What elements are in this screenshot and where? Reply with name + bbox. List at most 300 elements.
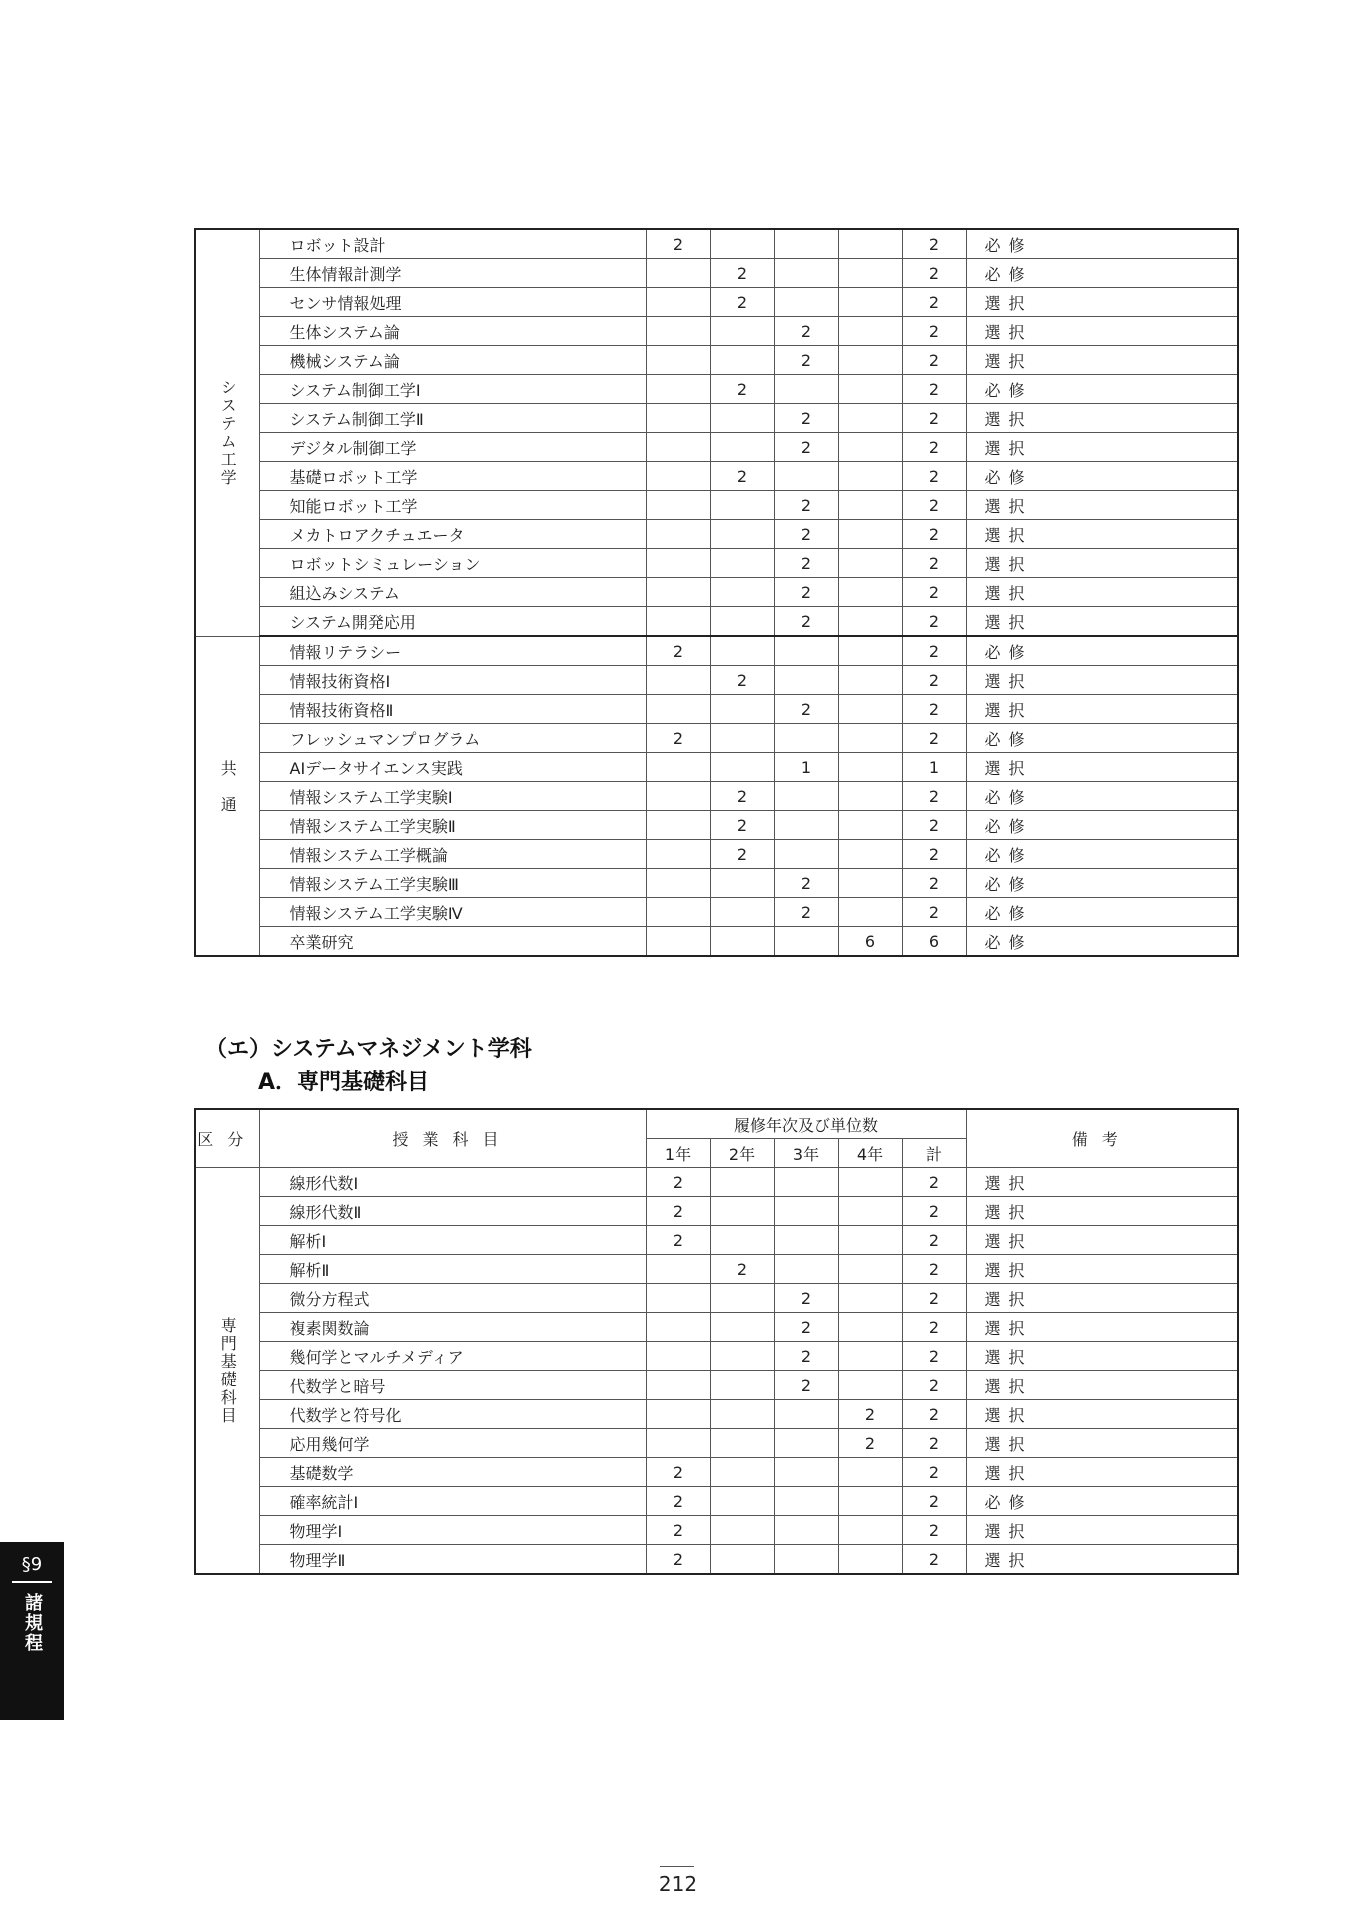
year-1-cell: 2 — [646, 1458, 710, 1487]
table-row — [195, 259, 1238, 288]
year-2-cell — [710, 1284, 774, 1313]
table-row — [195, 927, 1238, 957]
year-2-cell — [710, 520, 774, 549]
table-row — [195, 433, 1238, 462]
header-category: 区分 — [195, 1109, 259, 1168]
total-cell: 2 — [902, 346, 966, 375]
year-2-cell: 2 — [710, 1255, 774, 1284]
total-cell: 2 — [902, 491, 966, 520]
year-4-cell: 2 — [838, 1429, 902, 1458]
total-cell: 2 — [902, 433, 966, 462]
year-1-cell: 2 — [646, 636, 710, 666]
note-cell: 必修 — [966, 869, 1238, 898]
year-1-cell — [646, 840, 710, 869]
year-4-cell — [838, 578, 902, 607]
year-1-cell — [646, 578, 710, 607]
year-4-cell — [838, 898, 902, 927]
year-2-cell — [710, 1429, 774, 1458]
year-1-cell — [646, 1429, 710, 1458]
subject-cell: デジタル制御工学 — [259, 433, 646, 462]
year-2-cell — [710, 1516, 774, 1545]
note-cell: 選択 — [966, 1168, 1238, 1197]
year-4-cell — [838, 1487, 902, 1516]
year-1-cell — [646, 782, 710, 811]
note-cell: 選択 — [966, 433, 1238, 462]
year-3-cell — [774, 724, 838, 753]
year-2-cell — [710, 1545, 774, 1575]
year-2-cell — [710, 724, 774, 753]
year-3-cell: 2 — [774, 1313, 838, 1342]
year-3-cell: 2 — [774, 317, 838, 346]
total-cell: 2 — [902, 695, 966, 724]
total-cell: 2 — [902, 1516, 966, 1545]
year-4-cell — [838, 1545, 902, 1575]
total-cell: 2 — [902, 1255, 966, 1284]
total-cell: 2 — [902, 811, 966, 840]
year-3-cell: 2 — [774, 607, 838, 637]
year-1-cell — [646, 433, 710, 462]
year-4-cell — [838, 1168, 902, 1197]
year-4-cell — [838, 1458, 902, 1487]
note-cell: 必修 — [966, 375, 1238, 404]
note-cell: 必修 — [966, 927, 1238, 957]
year-1-cell — [646, 666, 710, 695]
subject-cell: 解析Ⅰ — [259, 1226, 646, 1255]
page-number: 212 — [658, 1872, 698, 1896]
note-cell: 選択 — [966, 288, 1238, 317]
year-2-cell — [710, 549, 774, 578]
total-cell: 2 — [902, 724, 966, 753]
table-row — [195, 491, 1238, 520]
note-cell: 必修 — [966, 1487, 1238, 1516]
year-1-cell: 2 — [646, 1168, 710, 1197]
year-4-cell — [838, 840, 902, 869]
note-cell: 選択 — [966, 578, 1238, 607]
subject-cell: 情報システム工学実験Ⅱ — [259, 811, 646, 840]
subject-cell: 代数学と符号化 — [259, 1400, 646, 1429]
table-row — [195, 1516, 1238, 1545]
total-cell: 2 — [902, 1197, 966, 1226]
total-cell: 2 — [902, 1371, 966, 1400]
subject-cell: メカトロアクチュエータ — [259, 520, 646, 549]
table-row — [195, 1313, 1238, 1342]
year-2-cell — [710, 317, 774, 346]
year-4-cell: 2 — [838, 1400, 902, 1429]
subject-cell: 情報システム工学実験Ⅲ — [259, 869, 646, 898]
year-2-cell — [710, 695, 774, 724]
note-cell: 選択 — [966, 753, 1238, 782]
year-3-cell: 2 — [774, 898, 838, 927]
year-2-cell: 2 — [710, 840, 774, 869]
year-3-cell: 2 — [774, 404, 838, 433]
total-cell: 2 — [902, 607, 966, 637]
table-row — [195, 1371, 1238, 1400]
year-4-cell — [838, 462, 902, 491]
total-cell: 1 — [902, 753, 966, 782]
table1-body — [195, 229, 1238, 956]
year-1-cell — [646, 927, 710, 957]
year-3-cell — [774, 1487, 838, 1516]
subject-cell: ロボット設計 — [259, 229, 646, 259]
note-cell: 選択 — [966, 666, 1238, 695]
total-cell: 2 — [902, 1226, 966, 1255]
subject-cell: 微分方程式 — [259, 1284, 646, 1313]
table-row — [195, 520, 1238, 549]
year-4-cell — [838, 520, 902, 549]
note-cell: 必修 — [966, 636, 1238, 666]
subject-cell: 基礎ロボット工学 — [259, 462, 646, 491]
year-2-cell — [710, 491, 774, 520]
side-tab — [0, 1542, 64, 1720]
table-row — [195, 1487, 1238, 1516]
subject-cell: 機械システム論 — [259, 346, 646, 375]
side-tab-section: §9 — [21, 1554, 43, 1575]
table-row — [195, 462, 1238, 491]
year-1-cell: 2 — [646, 1197, 710, 1226]
note-cell: 必修 — [966, 462, 1238, 491]
table-row — [195, 695, 1238, 724]
year-3-cell: 2 — [774, 1342, 838, 1371]
header-year-3: 3年 — [774, 1139, 838, 1168]
header-total: 計 — [902, 1139, 966, 1168]
table-row — [195, 1342, 1238, 1371]
note-cell: 選択 — [966, 1284, 1238, 1313]
year-4-cell — [838, 346, 902, 375]
year-3-cell: 2 — [774, 549, 838, 578]
year-1-cell — [646, 259, 710, 288]
year-3-cell — [774, 1255, 838, 1284]
table-row — [195, 753, 1238, 782]
year-1-cell — [646, 898, 710, 927]
year-3-cell — [774, 811, 838, 840]
subject-cell: 代数学と暗号 — [259, 1371, 646, 1400]
year-1-cell — [646, 1342, 710, 1371]
year-4-cell — [838, 1371, 902, 1400]
year-4-cell — [838, 1255, 902, 1284]
note-cell: 必修 — [966, 259, 1238, 288]
header-year-2: 2年 — [710, 1139, 774, 1168]
header-subject: 授業科目 — [259, 1109, 646, 1168]
table-row — [195, 869, 1238, 898]
note-cell: 選択 — [966, 1197, 1238, 1226]
subject-cell: 線形代数Ⅱ — [259, 1197, 646, 1226]
note-cell: 選択 — [966, 1255, 1238, 1284]
year-1-cell: 2 — [646, 1226, 710, 1255]
year-4-cell — [838, 288, 902, 317]
header-note: 備考 — [966, 1109, 1238, 1168]
year-3-cell — [774, 1168, 838, 1197]
side-tab-divider — [12, 1581, 52, 1583]
year-2-cell: 2 — [710, 666, 774, 695]
year-3-cell — [774, 1400, 838, 1429]
year-1-cell — [646, 1400, 710, 1429]
table-row — [195, 1197, 1238, 1226]
year-2-cell — [710, 898, 774, 927]
total-cell: 2 — [902, 288, 966, 317]
total-cell: 2 — [902, 1429, 966, 1458]
subject-cell: 情報システム工学実験Ⅰ — [259, 782, 646, 811]
category-cell: 専門基礎科目 — [195, 1168, 259, 1575]
year-4-cell — [838, 317, 902, 346]
year-2-cell — [710, 636, 774, 666]
table-row — [195, 1284, 1238, 1313]
note-cell: 選択 — [966, 1516, 1238, 1545]
year-3-cell — [774, 288, 838, 317]
total-cell: 2 — [902, 1284, 966, 1313]
year-3-cell: 2 — [774, 578, 838, 607]
year-2-cell — [710, 578, 774, 607]
year-3-cell — [774, 229, 838, 259]
table-row — [195, 1429, 1238, 1458]
note-cell: 選択 — [966, 1400, 1238, 1429]
year-4-cell — [838, 753, 902, 782]
year-3-cell: 2 — [774, 1371, 838, 1400]
table-row — [195, 578, 1238, 607]
year-4-cell — [838, 1226, 902, 1255]
year-1-cell — [646, 695, 710, 724]
total-cell: 2 — [902, 1313, 966, 1342]
subject-cell: 線形代数Ⅰ — [259, 1168, 646, 1197]
year-2-cell — [710, 927, 774, 957]
subject-cell: 応用幾何学 — [259, 1429, 646, 1458]
total-cell: 2 — [902, 1168, 966, 1197]
note-cell: 選択 — [966, 317, 1238, 346]
subject-cell: 情報技術資格Ⅱ — [259, 695, 646, 724]
page-number-rule — [660, 1866, 694, 1867]
year-1-cell — [646, 549, 710, 578]
subject-cell: 解析Ⅱ — [259, 1255, 646, 1284]
year-4-cell — [838, 259, 902, 288]
year-4-cell — [838, 375, 902, 404]
table-row — [195, 840, 1238, 869]
note-cell: 選択 — [966, 491, 1238, 520]
total-cell: 2 — [902, 375, 966, 404]
year-4-cell — [838, 491, 902, 520]
year-4-cell — [838, 811, 902, 840]
year-1-cell — [646, 375, 710, 404]
year-2-cell: 2 — [710, 288, 774, 317]
year-3-cell: 2 — [774, 520, 838, 549]
subject-cell: 情報システム工学実験Ⅳ — [259, 898, 646, 927]
year-2-cell — [710, 607, 774, 637]
note-cell: 選択 — [966, 1313, 1238, 1342]
note-cell: 必修 — [966, 811, 1238, 840]
year-4-cell — [838, 666, 902, 695]
year-3-cell: 2 — [774, 491, 838, 520]
year-4-cell — [838, 695, 902, 724]
note-cell: 必修 — [966, 840, 1238, 869]
table-row — [195, 1168, 1238, 1197]
year-3-cell — [774, 462, 838, 491]
total-cell: 6 — [902, 927, 966, 957]
year-3-cell: 2 — [774, 695, 838, 724]
subject-cell: 物理学Ⅱ — [259, 1545, 646, 1575]
year-2-cell: 2 — [710, 811, 774, 840]
note-cell: 選択 — [966, 404, 1238, 433]
year-2-cell — [710, 404, 774, 433]
year-2-cell — [710, 1226, 774, 1255]
year-2-cell: 2 — [710, 782, 774, 811]
subject-cell: 複素関数論 — [259, 1313, 646, 1342]
year-3-cell — [774, 1458, 838, 1487]
year-4-cell — [838, 1516, 902, 1545]
subject-cell: 情報リテラシー — [259, 636, 646, 666]
table-row — [195, 1226, 1238, 1255]
year-3-cell — [774, 636, 838, 666]
year-2-cell — [710, 229, 774, 259]
year-3-cell — [774, 782, 838, 811]
section-title: （エ）システムマネジメント学科 — [205, 1037, 532, 1062]
year-2-cell — [710, 869, 774, 898]
header-year-4: 4年 — [838, 1139, 902, 1168]
total-cell: 2 — [902, 317, 966, 346]
table-row — [195, 607, 1238, 637]
subject-cell: 生体情報計測学 — [259, 259, 646, 288]
section-subtitle: A．専門基礎科目 — [258, 1070, 430, 1095]
year-1-cell — [646, 491, 710, 520]
year-3-cell — [774, 259, 838, 288]
note-cell: 選択 — [966, 1458, 1238, 1487]
year-1-cell — [646, 1313, 710, 1342]
table-row — [195, 288, 1238, 317]
year-1-cell: 2 — [646, 1516, 710, 1545]
table2-header — [195, 1109, 1238, 1168]
year-3-cell — [774, 840, 838, 869]
year-3-cell — [774, 1516, 838, 1545]
year-1-cell — [646, 317, 710, 346]
table2-body — [195, 1168, 1238, 1575]
total-cell: 2 — [902, 636, 966, 666]
note-cell: 必修 — [966, 229, 1238, 259]
subject-cell: 幾何学とマルチメディア — [259, 1342, 646, 1371]
subject-cell: AIデータサイエンス実践 — [259, 753, 646, 782]
total-cell: 2 — [902, 259, 966, 288]
subject-cell: 卒業研究 — [259, 927, 646, 957]
total-cell: 2 — [902, 1342, 966, 1371]
total-cell: 2 — [902, 666, 966, 695]
year-1-cell — [646, 1255, 710, 1284]
subject-cell: 組込みシステム — [259, 578, 646, 607]
year-1-cell — [646, 462, 710, 491]
note-cell: 選択 — [966, 1371, 1238, 1400]
year-3-cell — [774, 1429, 838, 1458]
total-cell: 2 — [902, 782, 966, 811]
year-1-cell — [646, 346, 710, 375]
year-2-cell — [710, 1168, 774, 1197]
note-cell: 必修 — [966, 724, 1238, 753]
table-row — [195, 1400, 1238, 1429]
year-2-cell — [710, 433, 774, 462]
note-cell: 選択 — [966, 520, 1238, 549]
total-cell: 2 — [902, 1400, 966, 1429]
table-row — [195, 229, 1238, 259]
note-cell: 必修 — [966, 782, 1238, 811]
year-3-cell: 2 — [774, 433, 838, 462]
year-1-cell — [646, 753, 710, 782]
year-1-cell — [646, 288, 710, 317]
note-cell: 必修 — [966, 898, 1238, 927]
year-3-cell — [774, 1545, 838, 1575]
subject-cell: 生体システム論 — [259, 317, 646, 346]
year-4-cell — [838, 636, 902, 666]
year-2-cell: 2 — [710, 462, 774, 491]
total-cell: 2 — [902, 898, 966, 927]
year-2-cell — [710, 1400, 774, 1429]
year-1-cell: 2 — [646, 229, 710, 259]
table-row — [195, 375, 1238, 404]
header-credits: 履修年次及び単位数 — [646, 1109, 966, 1139]
year-2-cell — [710, 1342, 774, 1371]
year-2-cell — [710, 753, 774, 782]
total-cell: 2 — [902, 578, 966, 607]
year-4-cell — [838, 433, 902, 462]
table-row — [195, 782, 1238, 811]
year-3-cell — [774, 666, 838, 695]
subject-cell: 情報システム工学概論 — [259, 840, 646, 869]
year-2-cell — [710, 1371, 774, 1400]
total-cell: 2 — [902, 1545, 966, 1575]
curriculum-table-continued — [194, 228, 1239, 957]
year-2-cell — [710, 1313, 774, 1342]
year-3-cell: 2 — [774, 869, 838, 898]
year-3-cell — [774, 1197, 838, 1226]
total-cell: 2 — [902, 1487, 966, 1516]
total-cell: 2 — [902, 869, 966, 898]
total-cell: 2 — [902, 404, 966, 433]
subject-cell: システム制御工学Ⅱ — [259, 404, 646, 433]
year-1-cell — [646, 869, 710, 898]
subject-cell: 基礎数学 — [259, 1458, 646, 1487]
total-cell: 2 — [902, 462, 966, 491]
table-row — [195, 1255, 1238, 1284]
table-row — [195, 666, 1238, 695]
header-year-1: 1年 — [646, 1139, 710, 1168]
year-3-cell — [774, 1226, 838, 1255]
year-3-cell: 1 — [774, 753, 838, 782]
total-cell: 2 — [902, 520, 966, 549]
year-1-cell — [646, 520, 710, 549]
note-cell: 選択 — [966, 1226, 1238, 1255]
year-4-cell — [838, 549, 902, 578]
year-4-cell — [838, 229, 902, 259]
year-3-cell — [774, 375, 838, 404]
year-2-cell — [710, 1487, 774, 1516]
year-4-cell — [838, 607, 902, 637]
table-row — [195, 636, 1238, 666]
note-cell: 選択 — [966, 1545, 1238, 1575]
year-2-cell: 2 — [710, 375, 774, 404]
year-4-cell — [838, 404, 902, 433]
table-row — [195, 724, 1238, 753]
year-2-cell — [710, 1458, 774, 1487]
subject-cell: センサ情報処理 — [259, 288, 646, 317]
year-1-cell — [646, 811, 710, 840]
year-4-cell — [838, 1284, 902, 1313]
year-3-cell: 2 — [774, 346, 838, 375]
year-1-cell — [646, 1371, 710, 1400]
subject-cell: システム開発応用 — [259, 607, 646, 637]
year-2-cell — [710, 1197, 774, 1226]
year-4-cell — [838, 782, 902, 811]
year-1-cell — [646, 404, 710, 433]
note-cell: 選択 — [966, 346, 1238, 375]
table-row — [195, 811, 1238, 840]
table-row — [195, 346, 1238, 375]
side-tab-label: 諸規程 — [22, 1593, 43, 1653]
table-row — [195, 1545, 1238, 1575]
subject-cell: 確率統計Ⅰ — [259, 1487, 646, 1516]
table-row — [195, 404, 1238, 433]
